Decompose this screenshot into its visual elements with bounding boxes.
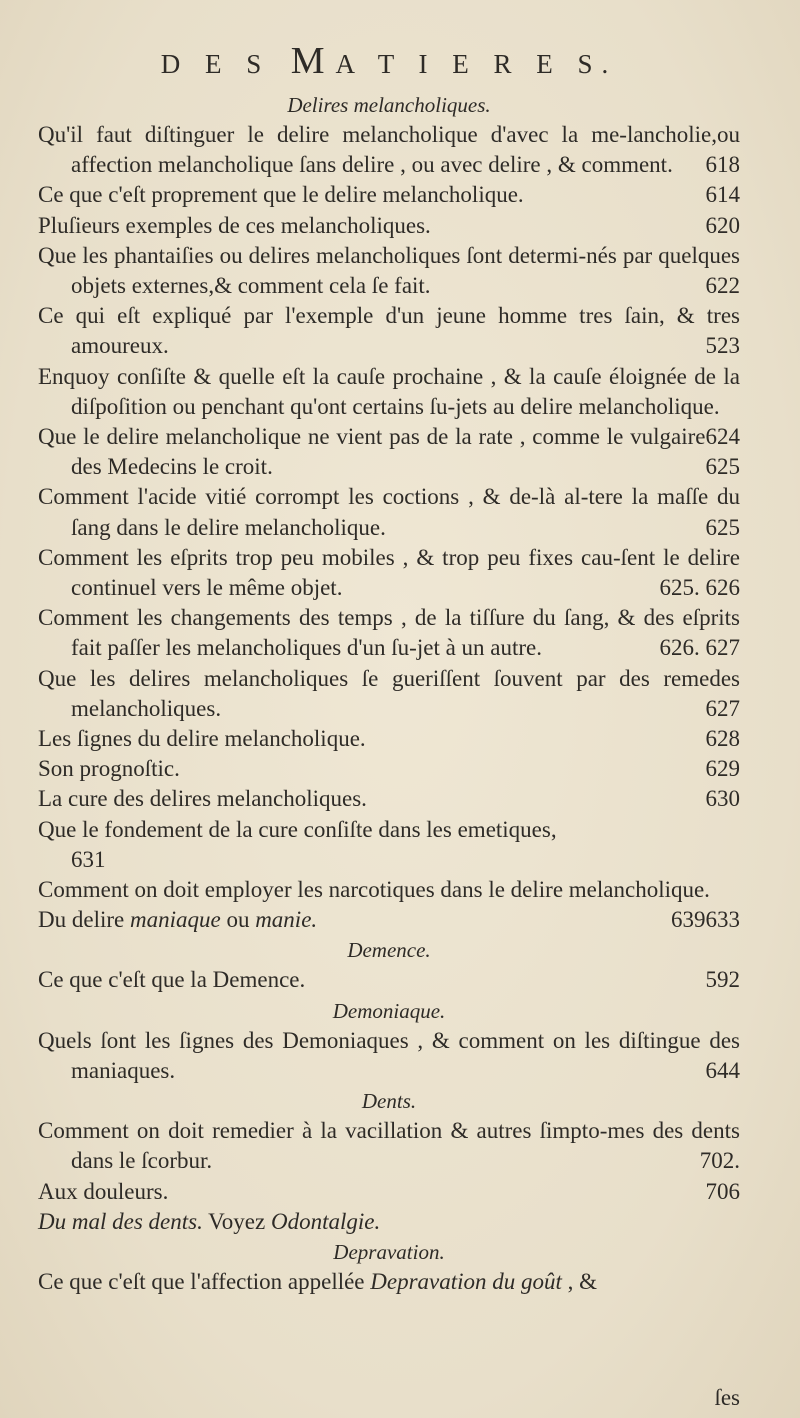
- index-entry: Du mal des dents. Voyez Odontalgie.: [38, 1208, 381, 1234]
- page-number: 633: [705, 907, 740, 933]
- index-entry: Les ſignes du delire melancholique. 628: [38, 724, 740, 754]
- section-heading-depravation: Depravation.: [333, 1239, 445, 1264]
- page-number: 639: [671, 907, 706, 933]
- page-number: 631: [71, 846, 106, 872]
- index-entry: Comment les eſprits trop peu mobiles , & trop peu fixes cau-ſent le delire continuel vers le même objet. 625. 626: [38, 543, 740, 603]
- page-number: 625: [705, 454, 740, 480]
- index-entry: Que le delire melancholique ne vient pas de la rate , comme le vulgaire des Medecins le croit. 625: [38, 422, 740, 482]
- index-entry: Comment l'acide vitié corrompt les coctions , & de-là al-tere la maſſe du ſang dans le delire melancholique. 625: [38, 482, 740, 542]
- page-number: 614: [705, 182, 740, 208]
- page-number: 622: [705, 273, 740, 299]
- catchword: ſes: [714, 1385, 740, 1410]
- index-entry: Ce que c'eſt proprement que le delire melancholique. 614: [38, 180, 740, 210]
- index-entry: Qu'il faut diſtinguer le delire melancholique d'avec la me-lancholie,ou affection melancholique ſans delire , ou avec delire , & comment. 618: [38, 120, 740, 180]
- header-word-matieres: A T I E R E S.: [335, 49, 618, 79]
- page-number: 706: [705, 1178, 740, 1204]
- page-number: 626. 627: [659, 635, 740, 661]
- index-entry: La cure des delires melancholiques. 630: [38, 784, 740, 814]
- page-number: 620: [705, 212, 740, 238]
- index-entry: Du delire maniaque ou manie. 639: [38, 905, 740, 935]
- page-number: 592: [705, 967, 740, 993]
- page-number: 625. 626: [659, 575, 740, 601]
- header-word-des: D E S: [160, 49, 271, 79]
- index-entry: Que les delires melancholiques ſe gueriſſent ſouvent par des remedes melancholiques. 627: [38, 664, 740, 724]
- page-number: 644: [705, 1057, 740, 1083]
- section-heading-dents: Dents.: [361, 1089, 417, 1114]
- index-entry: Comment les changements des temps , de la tiſſure du ſang, & des eſprits fait paſſer les melancholiques d'un ſu-jet à un autre. 626. 627: [38, 603, 740, 663]
- header-initial: M: [290, 40, 336, 82]
- index-entry: Aux douleurs. 706: [38, 1177, 740, 1207]
- running-header: [38, 36, 740, 86]
- index-entry: Comment on doit employer les narcotiques dans le delire melancholique. 633: [38, 875, 740, 905]
- index-entry: Pluſieurs exemples de ces melancholiques. 620: [38, 211, 740, 241]
- section-heading-demence: Demence.: [347, 938, 431, 963]
- index-entry: Que le fondement de la cure conſiſte dans les emetiques, 631: [38, 815, 740, 875]
- index-entry: Enquoy conſiſte & quelle eſt la cauſe prochaine , & la cauſe éloignée de la diſpoſition ou penchant qu'ont certains ſu-jets au delire melancholique. 624: [38, 362, 740, 422]
- page-number: 618: [705, 152, 740, 178]
- page-number: 629: [705, 756, 740, 782]
- index-entry: Son prognoſtic. 629: [38, 754, 740, 784]
- page-number: 523: [705, 333, 740, 359]
- index-entry: Comment on doit remedier à la vacillation & autres ſimpto-mes des dents dans le ſcorbur. 702.: [38, 1116, 740, 1176]
- index-entry: Que les phantaiſies ou delires melancholiques ſont determi-nés par quelques objets externes,& comment cela ſe fait. 622: [38, 241, 740, 301]
- page-number: 630: [705, 786, 740, 812]
- section-heading-delires: Delires melancholiques.: [287, 93, 491, 117]
- index-entry: Ce que c'eſt que la Demence. 592: [38, 965, 740, 995]
- index-entry: Ce que c'eſt que l'affection appellée Depravation du goût , &: [38, 1268, 598, 1294]
- section-heading-demoniaque: Demoniaque.: [332, 998, 446, 1023]
- page-number: 628: [705, 726, 740, 752]
- index-entry: Ce qui eſt expliqué par l'exemple d'un jeune homme tres ſain, & tres amoureux. 523: [38, 301, 740, 361]
- index-entry: Quels ſont les ſignes des Demoniaques , & comment on les diſtingue des maniaques. 644: [38, 1026, 740, 1086]
- page-number: 624: [705, 424, 740, 450]
- page-number: 702.: [699, 1148, 740, 1174]
- page-number: 625: [705, 514, 740, 540]
- page-number: 627: [705, 695, 740, 721]
